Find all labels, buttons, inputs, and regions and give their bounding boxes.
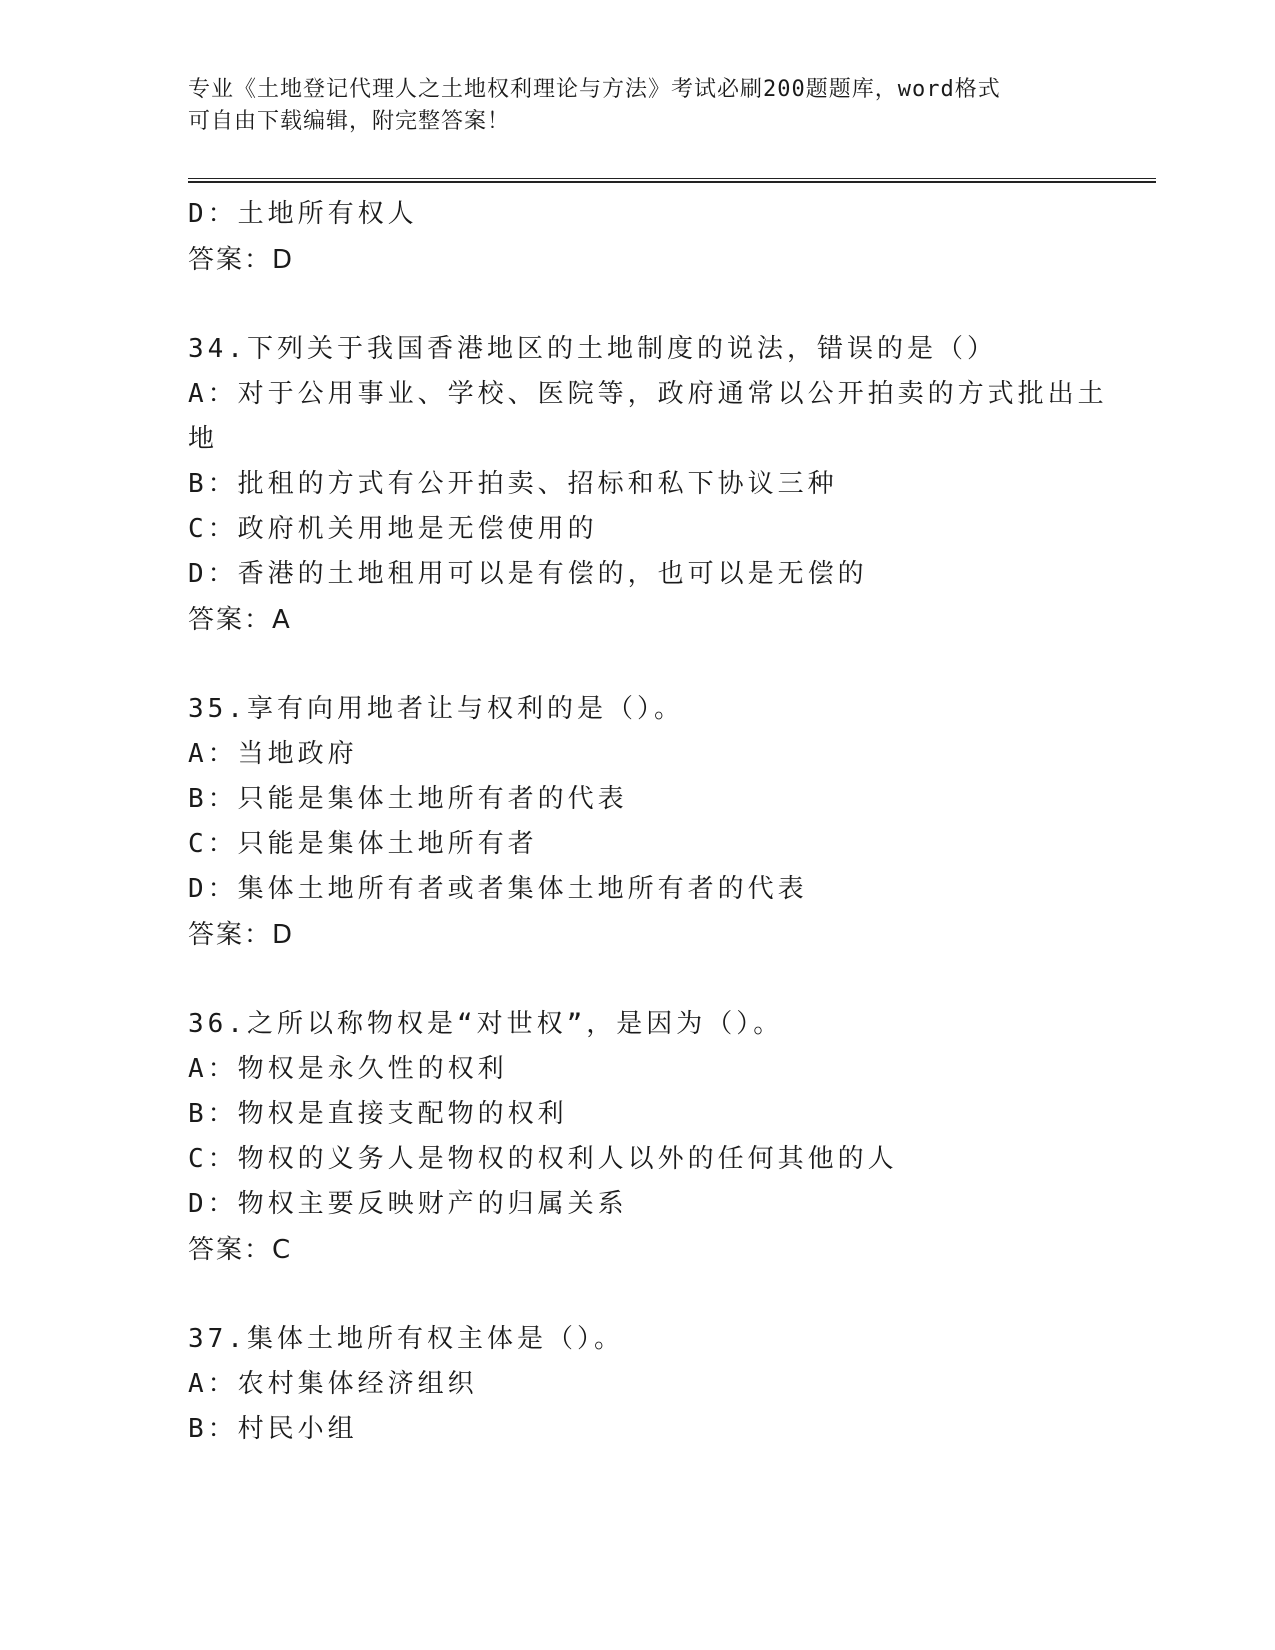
question-34 bbox=[188, 327, 1108, 643]
question-36 bbox=[188, 1002, 1088, 1273]
option-d: D：香港的土地租用可以是有偿的，也可以是无偿的 bbox=[188, 559, 868, 589]
option-a: A：当地政府 bbox=[188, 739, 358, 769]
question-content bbox=[188, 192, 1108, 1452]
option-a: A：物权是永久性的权利 bbox=[188, 1054, 508, 1084]
carryover-option-d: D：土地所有权人 bbox=[188, 199, 418, 229]
spacer bbox=[188, 958, 1088, 1002]
question-37 bbox=[188, 1317, 1088, 1452]
option-b: B：物权是直接支配物的权利 bbox=[188, 1099, 568, 1129]
option-c: C：政府机关用地是无偿使用的 bbox=[188, 514, 598, 544]
question-stem: 35.享有向用地者让与权利的是（）。 bbox=[188, 694, 684, 724]
header-divider bbox=[188, 178, 1156, 183]
option-d: D：集体土地所有者或者集体土地所有者的代表 bbox=[188, 874, 808, 904]
option-c: C：物权的义务人是物权的权利人以外的任何其他的人 bbox=[188, 1144, 898, 1174]
question-stem: 36.之所以称物权是“对世权”，是因为（）。 bbox=[188, 1009, 784, 1039]
option-a: A：对于公用事业、学校、医院等，政府通常以公开拍卖的方式批出土 bbox=[188, 379, 1108, 409]
option-a-continued: 地 bbox=[188, 424, 219, 454]
answer: 答案：C bbox=[188, 1235, 293, 1265]
option-d: D：物权主要反映财产的归属关系 bbox=[188, 1189, 628, 1219]
page-header bbox=[188, 74, 1068, 138]
answer: 答案：A bbox=[188, 605, 292, 635]
option-b: B：批租的方式有公开拍卖、招标和私下协议三种 bbox=[188, 469, 838, 499]
question-stem: 34.下列关于我国香港地区的土地制度的说法，错误的是（） bbox=[188, 334, 997, 364]
option-a: A：农村集体经济组织 bbox=[188, 1369, 478, 1399]
option-b: B：只能是集体土地所有者的代表 bbox=[188, 784, 628, 814]
question-35 bbox=[188, 687, 1088, 958]
option-b: B：村民小组 bbox=[188, 1414, 358, 1444]
header-title-line-1: 专业《土地登记代理人之土地权利理论与方法》考试必刷200题题库，word格式 bbox=[188, 77, 1001, 102]
spacer bbox=[188, 1273, 1088, 1317]
answer: 答案：D bbox=[188, 920, 295, 950]
header-title-line-2: 可自由下载编辑，附完整答案！ bbox=[188, 109, 511, 134]
option-c: C：只能是集体土地所有者 bbox=[188, 829, 538, 859]
carryover-answer: 答案：D bbox=[188, 245, 295, 275]
spacer bbox=[188, 283, 1088, 327]
question-stem: 37.集体土地所有权主体是（）。 bbox=[188, 1324, 624, 1354]
spacer bbox=[188, 643, 1088, 687]
